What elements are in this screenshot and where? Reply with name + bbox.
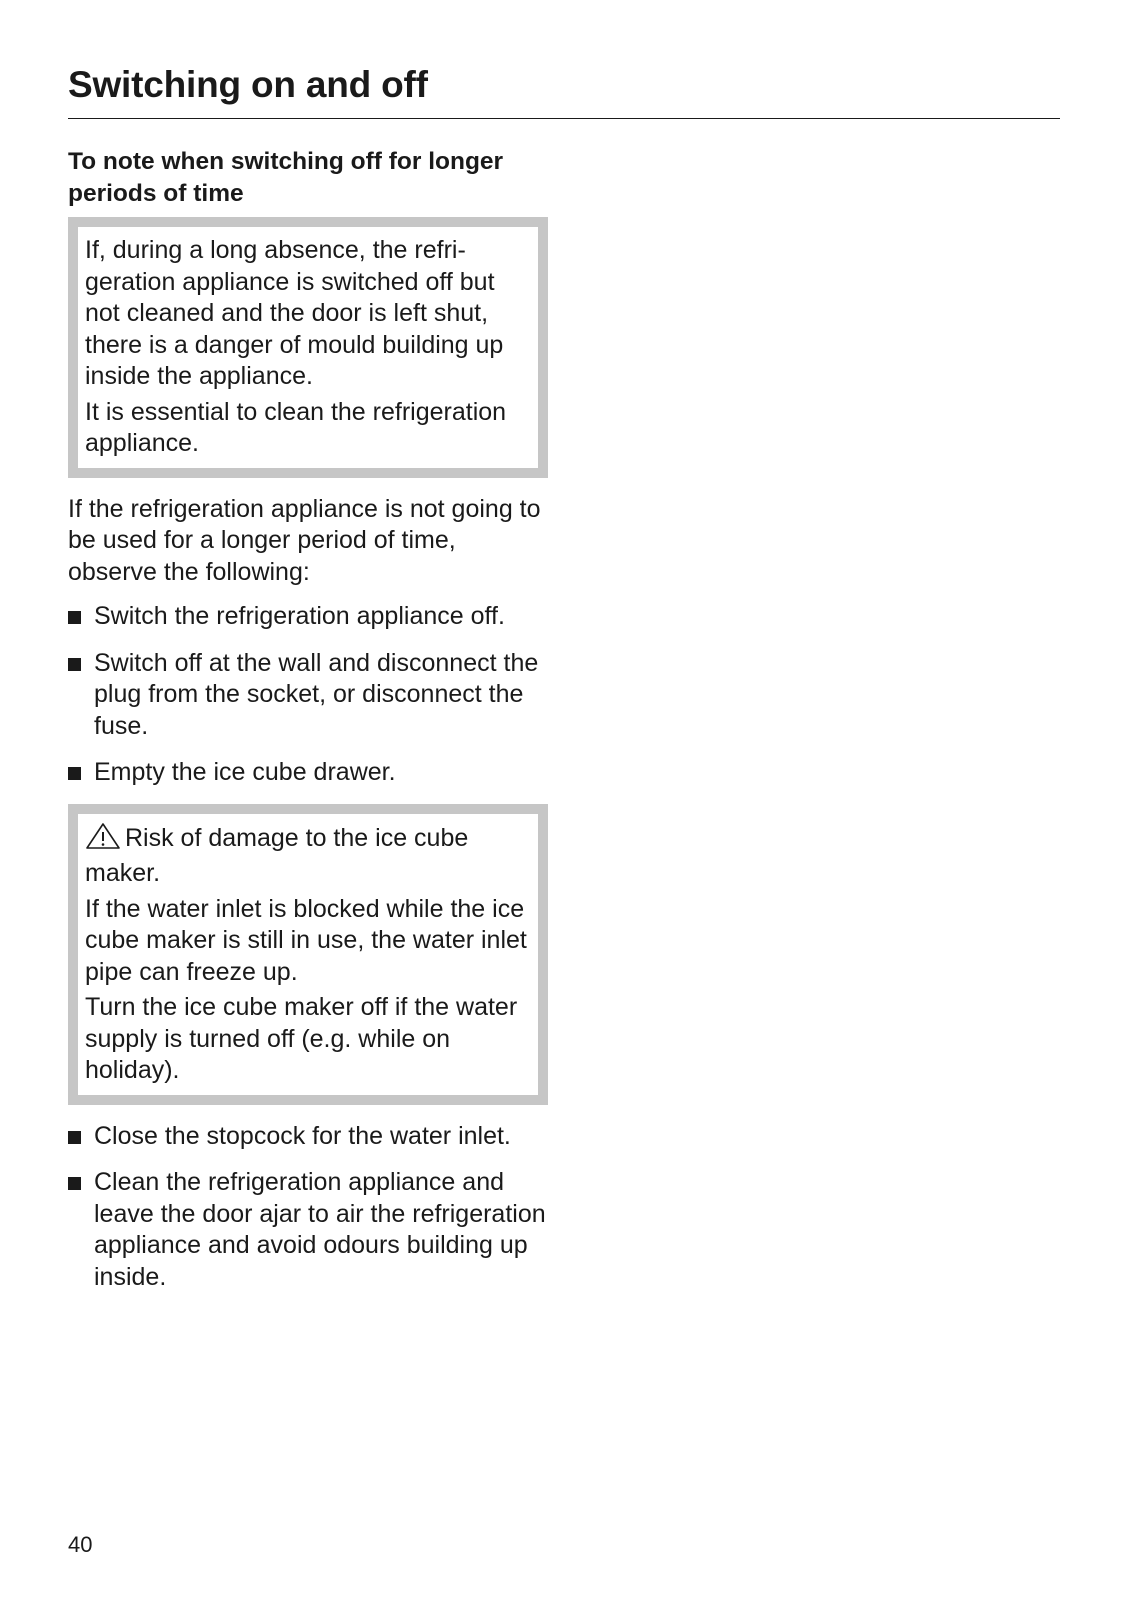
bullet-item-clean (68, 1167, 548, 1293)
warning-paragraph: Turn the ice cube maker off if the water supply is turned off (e.g. while on holiday). (85, 993, 518, 1084)
square-bullet-icon (68, 658, 81, 671)
intro-paragraph: If the refrigeration appliance is not going to be used for a longer period of time, observe the following: (68, 494, 541, 586)
title-divider (68, 118, 1060, 119)
warning-title (85, 822, 530, 890)
page-title: Switching on and off (68, 64, 428, 105)
content-column (68, 146, 548, 1308)
square-bullet-icon (68, 767, 81, 780)
notice-paragraph: If, during a long absence, the refrigeration appliance is switched off but not cleaned and the door is left shut, there is a danger of mould building up inside the appliance. (85, 236, 504, 390)
bullet-text: Switch the refrigeration appliance off. (94, 602, 505, 630)
warning-triangle-icon (85, 822, 121, 859)
section-heading: To note when switching off for longer periods of time (68, 148, 504, 207)
bullet-text: Empty the ice cube drawer. (94, 758, 396, 786)
bullet-item-disconnect (68, 648, 548, 743)
warning-paragraph: If the water inlet is blocked while the ice cube maker is still in use, the water inlet pipe can freeze up. (85, 894, 527, 986)
bullet-text: Switch off at the wall and disconnect the plug from the socket, or disconnect the fuse. (94, 648, 539, 740)
bullet-text: Clean the refrigeration appliance and leave the door ajar to air the refrigeration appliance and avoid odours building up inside. (94, 1168, 546, 1291)
page-number: 40 (68, 1532, 93, 1557)
bullet-item-switch-off (68, 601, 548, 633)
square-bullet-icon (68, 1177, 81, 1190)
notice-paragraph: It is essential to clean the refrigeration appliance. (85, 397, 507, 457)
square-bullet-icon (68, 1131, 81, 1144)
square-bullet-icon (68, 611, 81, 624)
bullet-text: Close the stopcock for the water inlet. (94, 1121, 511, 1150)
ice-maker-warning-box (68, 804, 548, 1105)
warning-title-text: Risk of damage to the ice cube maker. (85, 823, 469, 887)
mould-notice-box (68, 217, 548, 478)
bullet-item-stopcock (68, 1121, 548, 1153)
bullet-item-empty-drawer (68, 757, 548, 789)
